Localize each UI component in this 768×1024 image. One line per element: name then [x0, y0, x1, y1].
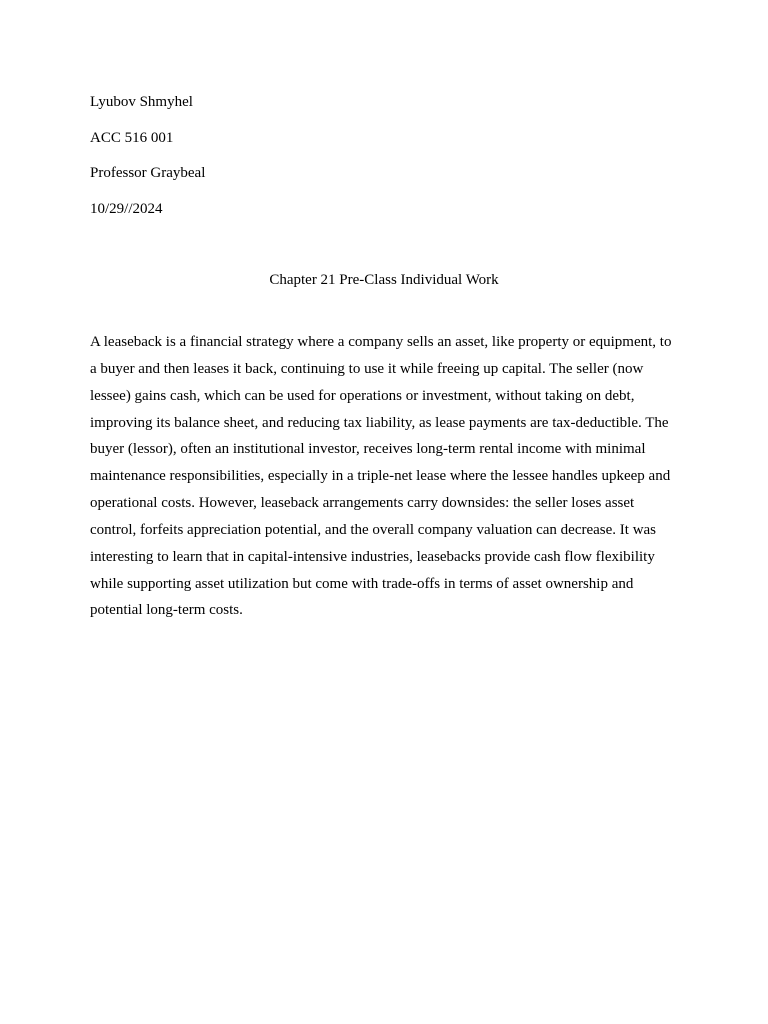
- body-line: operational costs. However, leaseback arrangements carry downsides: the seller loses asset: [90, 495, 635, 512]
- body-line: a buyer and then leases it back, continuing to use it while freeing up capital. The seller (now: [90, 360, 644, 377]
- document-title: Chapter 21 Pre-Class Individual Work: [269, 272, 499, 288]
- professor-name: Professor Graybeal: [90, 165, 206, 181]
- document-date: 10/29//2024: [90, 201, 163, 217]
- body-line: lessee) gains cash, which can be used for operations or investment, without taking on debt,: [90, 387, 635, 404]
- body-paragraph: [90, 329, 690, 624]
- body-line: potential long-term costs.: [90, 602, 243, 619]
- body-line: control, forfeits appreciation potential, and the overall company valuation can decrease. It was: [90, 521, 657, 538]
- body-line: buyer (lessor), often an institutional investor, receives long-term rental income with minimal: [90, 441, 646, 458]
- body-line: maintenance responsibilities, especially in a triple-net lease where the lessee handles upkeep and: [90, 468, 671, 485]
- body-line: A leaseback is a financial strategy where a company sells an asset, like property or equipment, to: [90, 334, 672, 350]
- author-name: Lyubov Shmyhel: [90, 94, 193, 110]
- body-line: interesting to learn that in capital-intensive industries, leasebacks provide cash flow flexibility: [90, 548, 655, 565]
- body-line: while supporting asset utilization but come with trade-offs in terms of asset ownership and: [90, 575, 634, 592]
- course-code: ACC 516 001: [90, 130, 174, 146]
- body-line: improving its balance sheet, and reducing tax liability, as lease payments are tax-deductible. The: [90, 414, 669, 431]
